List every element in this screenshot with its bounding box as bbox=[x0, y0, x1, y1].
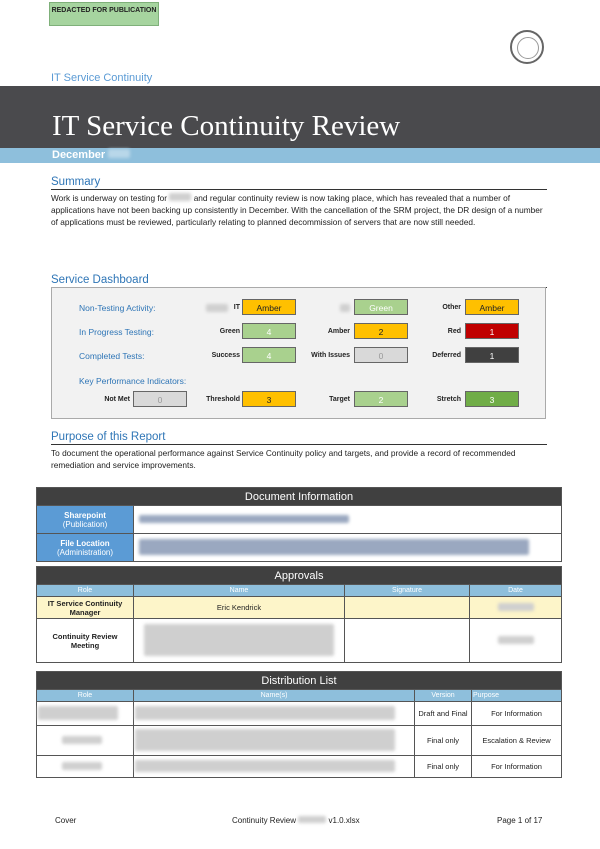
approval-role: IT Service Continuity Manager bbox=[37, 597, 134, 619]
non-testing-label: Non-Testing Activity: bbox=[79, 303, 156, 313]
ip-value-3: 1 bbox=[465, 323, 519, 339]
dashboard-heading: Service Dashboard bbox=[51, 274, 547, 288]
ip-value-1: 4 bbox=[242, 323, 296, 339]
nt-label-3: Other bbox=[442, 304, 461, 311]
sharepoint-link[interactable] bbox=[134, 506, 562, 534]
summary-pre: Work is underway on testing for bbox=[51, 193, 168, 203]
footer-filename-pre: Continuity Review bbox=[232, 816, 297, 825]
kpi-value-1: 0 bbox=[133, 391, 187, 407]
file-location-label-text: File Location bbox=[60, 538, 110, 548]
redacted-names bbox=[144, 624, 334, 656]
approvals-table bbox=[36, 566, 562, 663]
nt-status-1: Amber bbox=[242, 299, 296, 315]
purpose-heading: Purpose of this Report bbox=[51, 431, 547, 445]
approval-names-redacted bbox=[134, 619, 345, 663]
kpi-label-4: Stretch bbox=[436, 396, 461, 403]
dist-role-redacted bbox=[37, 726, 134, 756]
nt-status-3: Amber bbox=[465, 299, 519, 315]
sharepoint-label-text: Sharepoint bbox=[64, 510, 106, 520]
file-location-value[interactable] bbox=[134, 534, 562, 562]
approval-date bbox=[470, 597, 562, 619]
dist-names-redacted bbox=[134, 702, 415, 726]
report-date bbox=[52, 149, 130, 161]
footer-filename-post: v1.0.xlsx bbox=[328, 816, 360, 825]
redacted-role bbox=[62, 762, 102, 770]
footer-page-number: Page 1 of 17 bbox=[497, 816, 543, 825]
approval-signature bbox=[345, 619, 470, 663]
dist-role-redacted bbox=[37, 702, 134, 726]
ct-label-2: With Issues bbox=[311, 352, 350, 359]
approval-name: Eric Kendrick bbox=[134, 597, 345, 619]
ct-label-1: Success bbox=[211, 352, 240, 359]
redacted-label bbox=[340, 304, 350, 312]
sharepoint-sub: (Publication) bbox=[62, 519, 108, 529]
summary-post: and regular continuity review is now taking place, which has revealed that a number of applications have not been backing up consistently in December. With the cancellation of the SRM project, the DR design of a number of applications must be reviewed, particularly relating to planned decommission of servers that are now still needed. bbox=[51, 193, 543, 227]
dist-purpose: For Information bbox=[472, 702, 562, 726]
col-role: Role bbox=[37, 690, 134, 702]
approvals-title: Approvals bbox=[37, 567, 562, 585]
dist-role-redacted bbox=[37, 756, 134, 778]
kpi-value-3: 2 bbox=[354, 391, 408, 407]
col-purpose: Purpose bbox=[472, 690, 562, 702]
dist-names-redacted bbox=[134, 726, 415, 756]
power-logo-icon bbox=[510, 30, 544, 64]
distribution-table bbox=[36, 671, 562, 778]
date-month: December bbox=[52, 149, 106, 161]
document-info-table bbox=[36, 487, 562, 562]
redacted-date bbox=[498, 636, 534, 644]
redaction-stamp: REDACTED FOR PUBLICATION bbox=[49, 2, 159, 26]
redacted-year bbox=[108, 149, 130, 158]
nt-status-2: Green bbox=[354, 299, 408, 315]
kpi-label-2: Threshold bbox=[206, 396, 240, 403]
ct-label-3: Deferred bbox=[432, 352, 461, 359]
ct-value-3: 1 bbox=[465, 347, 519, 363]
redacted-names bbox=[135, 706, 395, 720]
dist-version: Final only bbox=[415, 756, 472, 778]
col-role: Role bbox=[37, 585, 134, 597]
summary-text bbox=[51, 192, 551, 228]
redacted-date bbox=[298, 816, 326, 823]
doc-info-title: Document Information bbox=[37, 488, 562, 506]
approval-signature bbox=[345, 597, 470, 619]
ip-label-3: Red bbox=[447, 328, 461, 335]
redacted-path bbox=[139, 539, 529, 555]
redacted-names bbox=[135, 760, 395, 772]
dist-version: Draft and Final bbox=[415, 702, 472, 726]
page-title: IT Service Continuity Review bbox=[52, 110, 401, 142]
kpi-value-4: 3 bbox=[465, 391, 519, 407]
purpose-text: To document the operational performance against Service Continuity policy and targets, and provide a record of recommended remediation and service improvements. bbox=[51, 448, 516, 470]
dist-names-redacted bbox=[134, 756, 415, 778]
redacted-names bbox=[135, 729, 395, 751]
col-signature: Signature bbox=[345, 585, 470, 597]
col-names: Name(s) bbox=[134, 690, 415, 702]
file-location-label bbox=[37, 534, 134, 562]
dist-purpose: For Information bbox=[472, 756, 562, 778]
approval-date bbox=[470, 619, 562, 663]
col-version: Version bbox=[415, 690, 472, 702]
ct-value-1: 4 bbox=[242, 347, 296, 363]
distribution-title: Distribution List bbox=[37, 672, 562, 690]
header-label: IT Service Continuity bbox=[51, 72, 153, 84]
redacted-date bbox=[498, 603, 534, 611]
file-location-sub: (Administration) bbox=[56, 547, 113, 557]
footer-filename bbox=[232, 816, 360, 825]
approval-role: Continuity Review Meeting bbox=[37, 619, 134, 663]
ip-label-2: Amber bbox=[327, 328, 350, 335]
redacted-role bbox=[38, 706, 118, 720]
summary-heading: Summary bbox=[51, 176, 547, 190]
ct-value-2: 0 bbox=[354, 347, 408, 363]
kpi-label-1: Not Met bbox=[104, 396, 130, 403]
col-date: Date bbox=[470, 585, 562, 597]
footer-sheet-name: Cover bbox=[55, 816, 77, 825]
kpi-label: Key Performance Indicators: bbox=[79, 376, 187, 386]
redacted-year bbox=[169, 193, 191, 201]
dist-purpose: Escalation & Review bbox=[472, 726, 562, 756]
kpi-value-2: 3 bbox=[242, 391, 296, 407]
kpi-label-3: Target bbox=[329, 396, 350, 403]
ip-value-2: 2 bbox=[354, 323, 408, 339]
sharepoint-label bbox=[37, 506, 134, 534]
col-name: Name bbox=[134, 585, 345, 597]
redacted-url bbox=[139, 515, 349, 523]
completed-label: Completed Tests: bbox=[79, 351, 145, 361]
ip-label-1: Green bbox=[219, 328, 240, 335]
redacted-role bbox=[62, 736, 102, 744]
nt-label-1: IT bbox=[233, 304, 240, 311]
in-progress-label: In Progress Testing: bbox=[79, 327, 154, 337]
dist-version: Final only bbox=[415, 726, 472, 756]
